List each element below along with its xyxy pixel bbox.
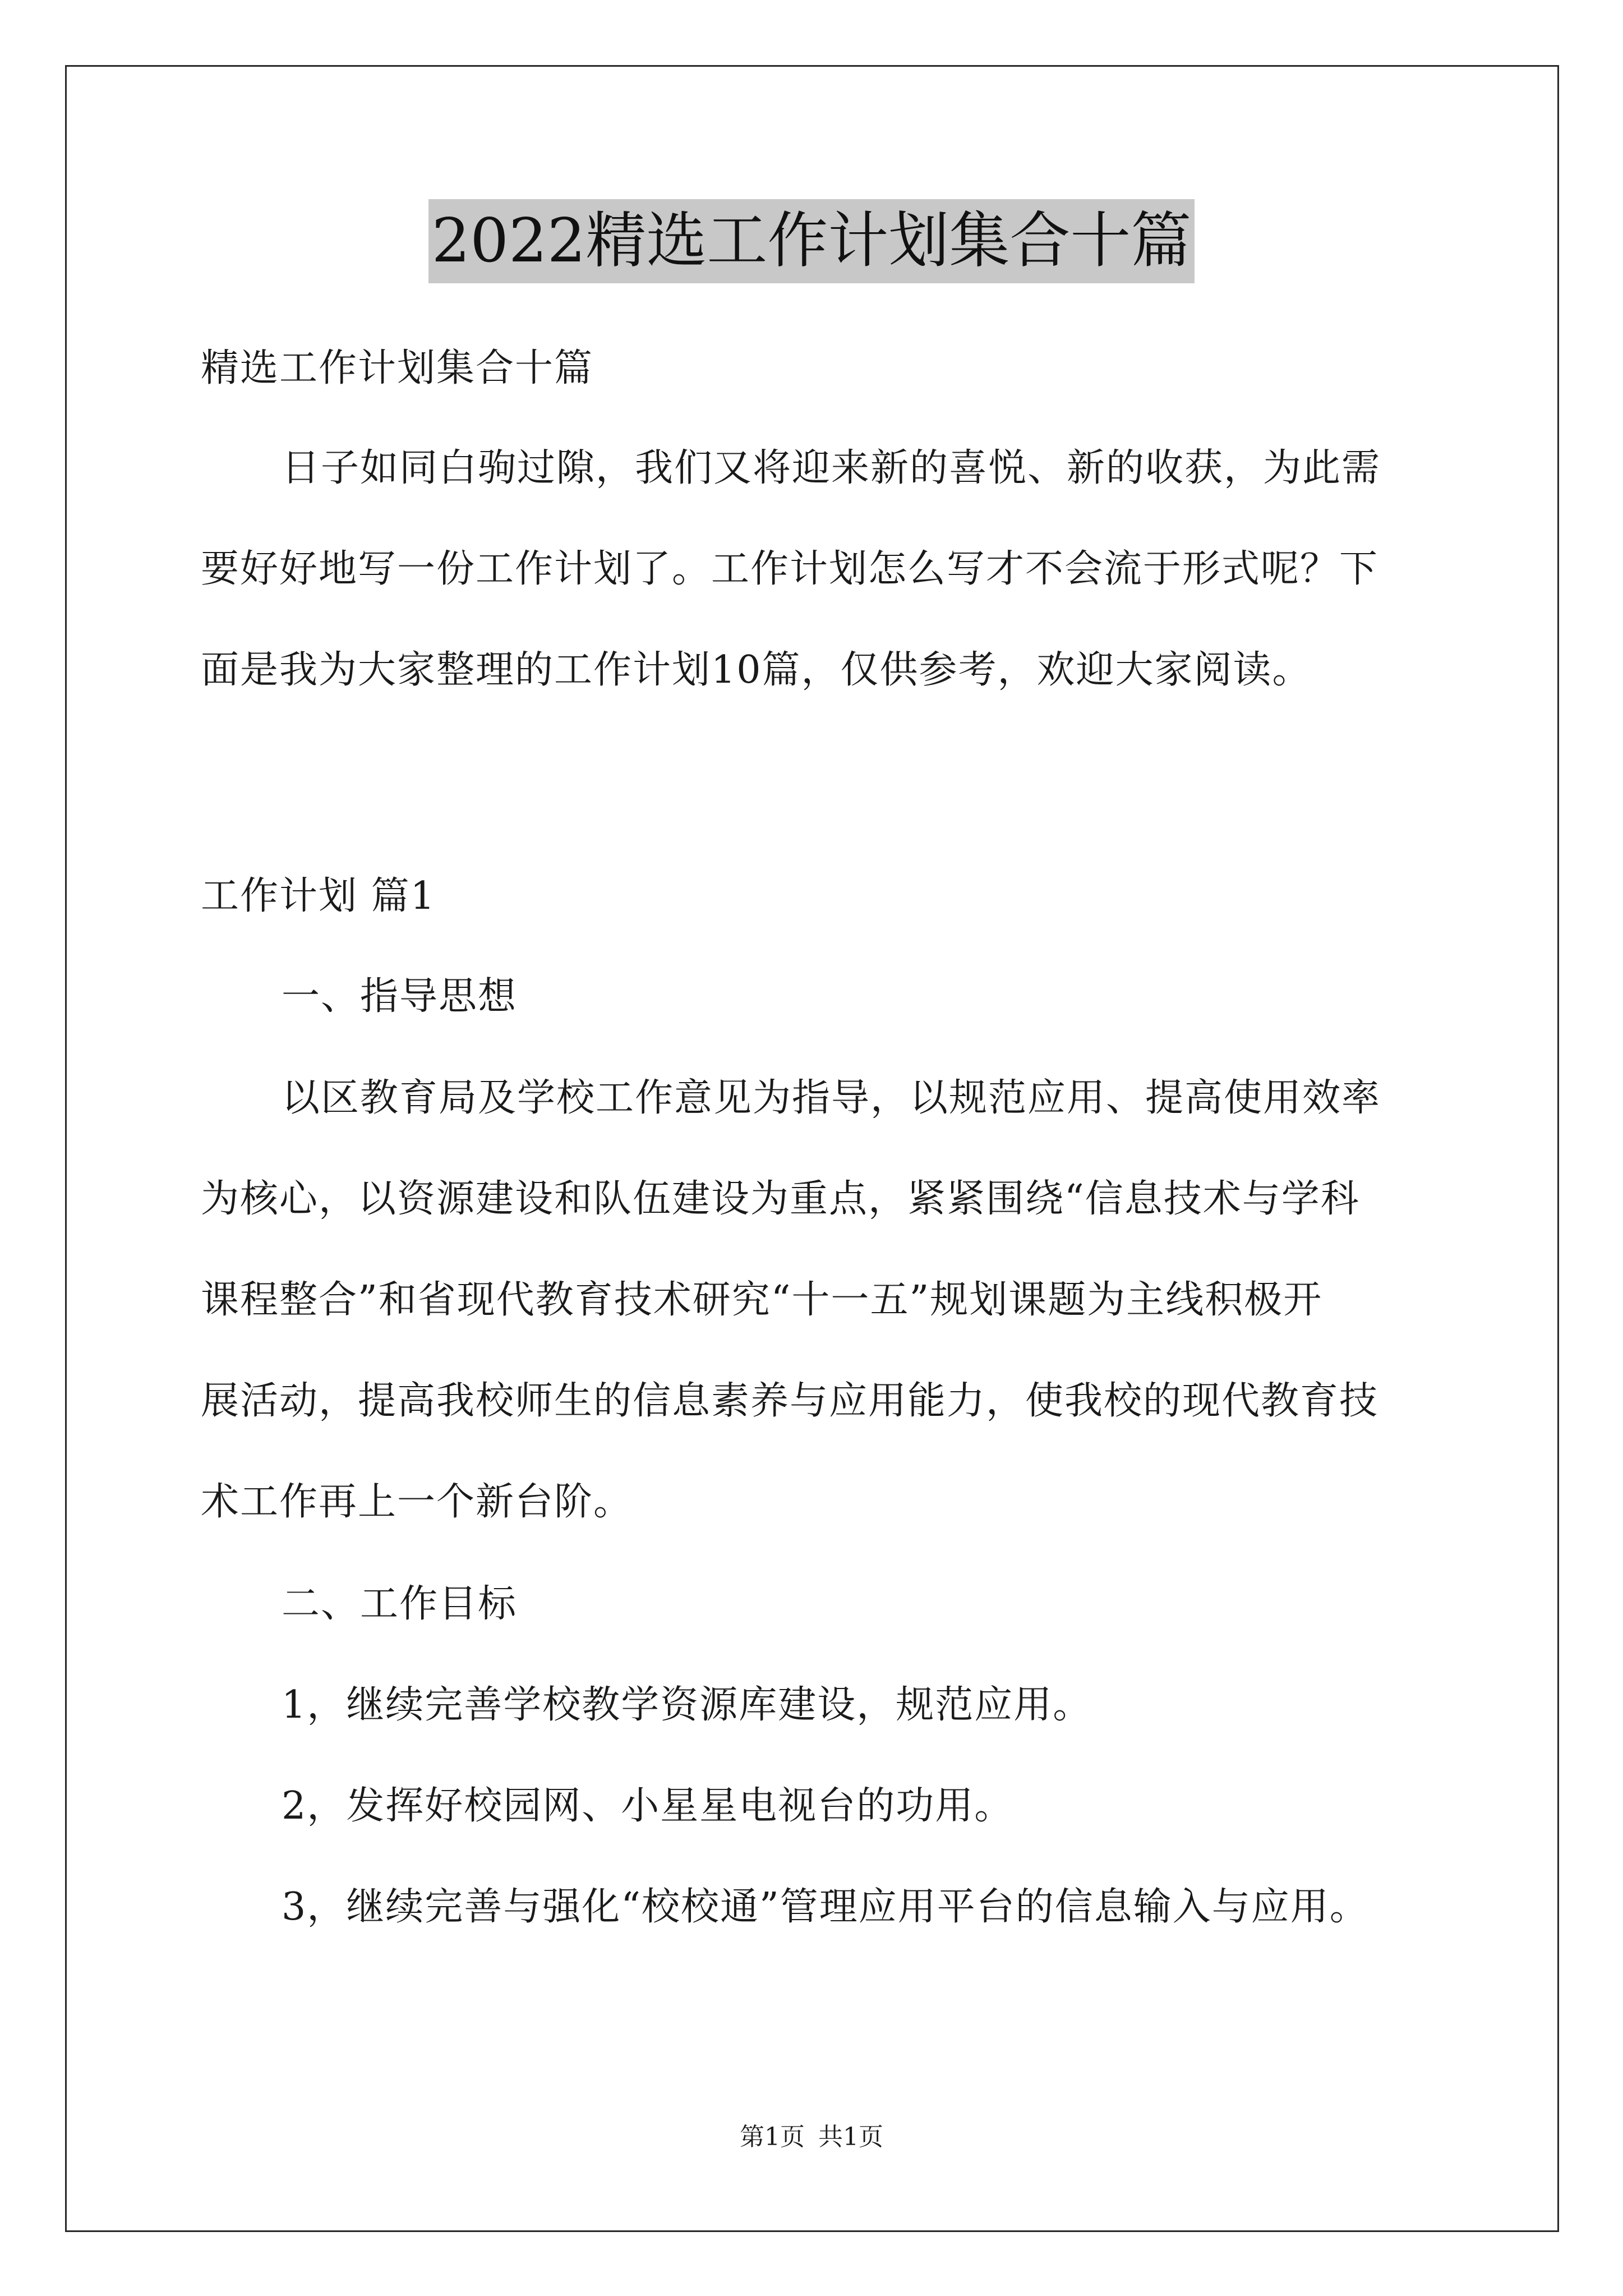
- document-subtitle: 精选工作计划集合十篇: [201, 346, 594, 390]
- part1-line-4: 展活动，提高我校师生的信息素养与应用能力，使我校的现代教育技: [201, 1379, 1379, 1423]
- goal-item-3: 3，继续完善与强化“校校通”管理应用平台的信息输入与应用。: [282, 1885, 1369, 1929]
- part1-line-2: 为核心，以资源建设和队伍建设为重点，紧紧围绕“信息技术与学科: [201, 1177, 1360, 1221]
- intro-line-3: 面是我为大家整理的工作计划10篇，仅供参考，欢迎大家阅读。: [201, 648, 1312, 692]
- page-number-current: 第1页: [740, 2123, 805, 2151]
- title-container: [0, 199, 1623, 283]
- goal-item-2: 2，发挥好校园网、小星星电视台的功用。: [282, 1784, 1014, 1828]
- part1-line-1: 以区教育局及学校工作意见为指导，以规范应用、提高使用效率: [282, 1076, 1381, 1120]
- document-title: 2022精选工作计划集合十篇: [428, 199, 1195, 283]
- page-footer: [0, 2120, 1623, 2154]
- section-heading: 工作计划 篇1: [201, 874, 436, 918]
- goal-item-1: 1，继续完善学校教学资源库建设，规范应用。: [282, 1683, 1092, 1727]
- part1-line-3: 课程整合”和省现代教育技术研究“十一五”规划课题为主线积极开: [201, 1278, 1323, 1322]
- intro-line-1: 日子如同白驹过隙，我们又将迎来新的喜悦、新的收获，为此需: [282, 446, 1381, 490]
- part1-line-5: 术工作再上一个新台阶。: [201, 1480, 633, 1524]
- part2-heading: 二、工作目标: [282, 1582, 518, 1626]
- intro-line-2: 要好好地写一份工作计划了。工作计划怎么写才不会流于形式呢？下: [201, 547, 1379, 591]
- page-number-total: 共1页: [818, 2123, 883, 2151]
- part1-heading: 一、指导思想: [282, 974, 518, 1019]
